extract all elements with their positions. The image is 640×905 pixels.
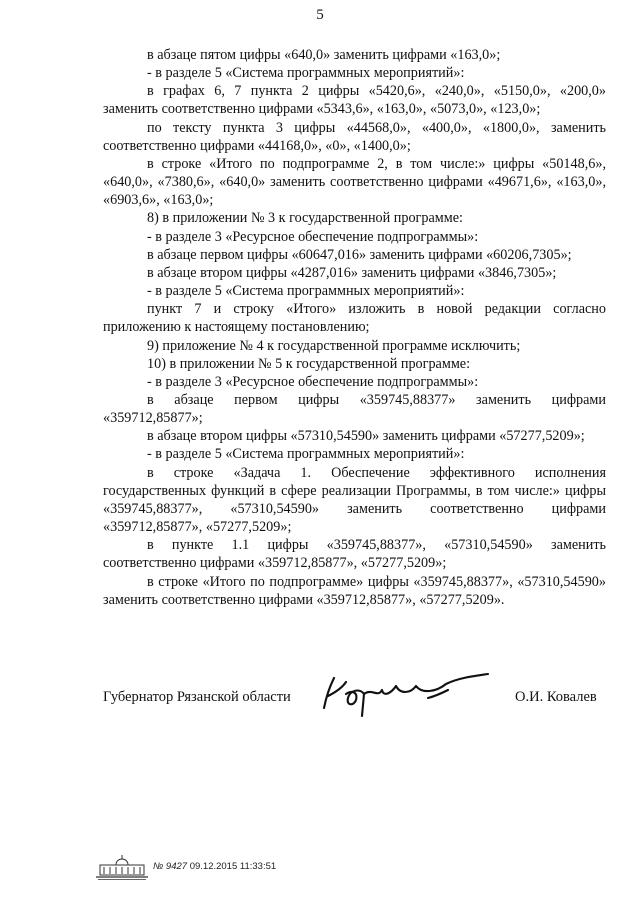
paragraph: в строке «Итого по подпрограмме» цифры «359745,88377», «57310,54590» заменить соответственно цифрами «359712,85877», «57277,5209».	[103, 573, 606, 608]
paragraph: в строке «Итого по подпрограмме 2, в том числе:» цифры «50148,6», «640,0», «7380,6», «640,0» заменить соответственно цифрами «49671,6», «163,0», «6903,6», «163,0»;	[103, 155, 606, 209]
document-body	[103, 46, 606, 609]
registration-datetime: 09.12.2015 11:33:51	[189, 861, 277, 872]
paragraph: - в разделе 5 «Система программных мероприятий»:	[147, 65, 465, 82]
signatory-position: Губернатор Рязанской области	[103, 689, 291, 705]
handwritten-signature-icon	[318, 668, 493, 720]
paragraph: - в разделе 5 «Система программных мероприятий»:	[147, 283, 465, 300]
building-emblem-icon	[94, 853, 150, 881]
signatory-name: О.И. Ковалев	[515, 689, 597, 705]
paragraph: 9) приложение № 4 к государственной программе исключить;	[147, 337, 521, 354]
paragraph: в абзаце пятом цифры «640,0» заменить цифрами «163,0»;	[147, 47, 501, 63]
paragraph: в абзаце первом цифры «60647,016» заменить цифрами «60206,7305»;	[147, 246, 572, 263]
paragraph: 10) в приложении № 5 к государственной программе:	[147, 355, 471, 372]
paragraph: 8) в приложении № 3 к государственной программе:	[147, 210, 463, 227]
registration-number: № 9427	[153, 861, 188, 872]
paragraph: в абзаце первом цифры «359745,88377» заменить цифрами «359712,85877»;	[103, 391, 606, 427]
paragraph: в абзаце втором цифры «4287,016» заменить цифрами «3846,7305»;	[147, 264, 557, 281]
registration-mark	[153, 861, 276, 872]
paragraph: - в разделе 3 «Ресурсное обеспечение подпрограммы»:	[147, 228, 479, 245]
paragraph: в пункте 1.1 цифры «359745,88377», «57310,54590» заменить соответственно цифрами «359712,85877», «57277,5209»;	[103, 537, 606, 572]
paragraph: в строке «Задача 1. Обеспечение эффективного исполнения государственных функций в сфере реализации Программы, в том числе:» цифры «359745,88377», «57310,54590» заменить соответственно цифрами «359712,85877», «57277,5209»;	[103, 464, 606, 536]
paragraph: - в разделе 3 «Ресурсное обеспечение подпрограммы»:	[147, 373, 479, 390]
paragraph: по тексту пункта 3 цифры «44568,0», «400,0», «1800,0», заменить соответственно цифрами «44168,0», «0», «1400,0»;	[103, 119, 606, 154]
page-number: 5	[316, 7, 324, 23]
paragraph: в графах 6, 7 пункта 2 цифры «5420,6», «240,0», «5150,0», «200,0» заменить соответственно цифрами «5343,6», «163,0», «5073,0», «123,0»;	[103, 83, 606, 118]
paragraph: - в разделе 5 «Система программных мероприятий»:	[147, 446, 465, 463]
paragraph: пункт 7 и строку «Итого» изложить в новой редакции согласно приложению к настоящему постановлению;	[103, 301, 606, 336]
paragraph: в абзаце втором цифры «57310,54590» заменить цифрами «57277,5209»;	[147, 428, 585, 445]
